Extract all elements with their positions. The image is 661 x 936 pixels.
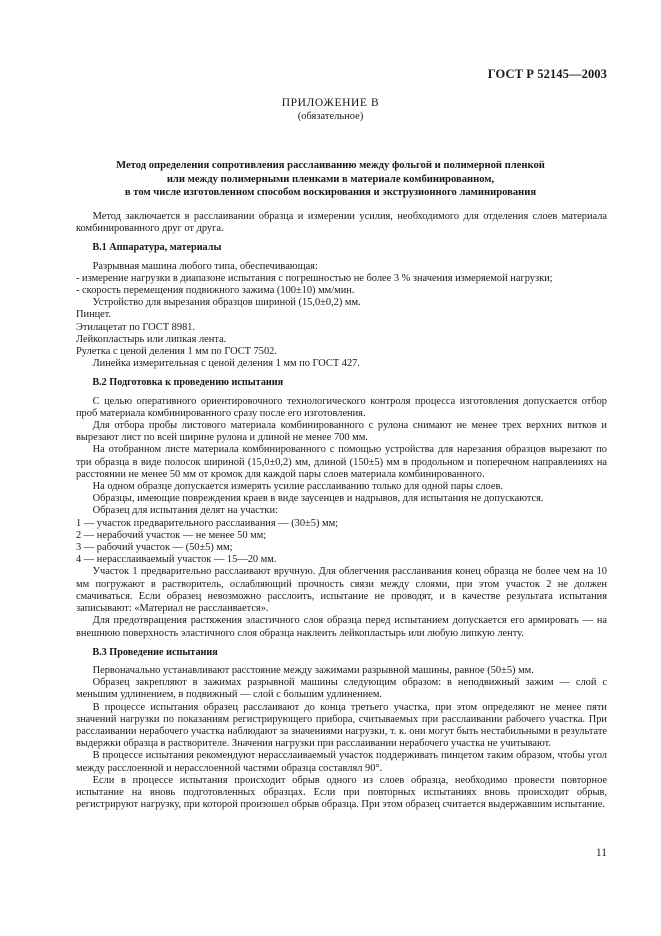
b3-paragraph: В процессе испытания образец расслаивают до конца третьего участка, при этом определяют не менее пяти значений нагрузки по показаниям регистрирующего прибора, считываемых при расслаивании рабочего участка. При расслаивании нерабочего участка наблюдают за значениями нагрузки, т. к. они могут быть нестабильными в результате выдержки образца в растворителе. Значения нагрузки при расслаивании нерабочего участка не учитывают. <box>76 701 607 750</box>
b1-line: Разрывная машина любого типа, обеспечивающая: <box>92 260 318 272</box>
b2-paragraph: С целью оперативного ориентировочного технологического контроля процесса изготовления допускается отбор проб материала комбинированного сразу после его изготовления. <box>76 395 607 419</box>
document-body <box>76 211 607 811</box>
b1-line: Пинцет. <box>76 309 112 321</box>
method-title-line: Метод определения сопротивления расслаиванию между фольгой и полимерной пленкой <box>116 160 545 171</box>
b1-line: Рулетка с ценой деления 1 мм по ГОСТ 7502. <box>76 346 277 358</box>
b3-paragraph: Образец закрепляют в зажимах разрывной машины следующим образом: в неподвижный зажим — слой с меньшим удлинением, в подвижный — слой с большим удлинением. <box>76 677 607 701</box>
b2-paragraph: Образцы, имеющие повреждения краев в виде заусенцев и надрывов, для испытания не допускаются. <box>92 493 544 505</box>
section-b2-title: В.2 Подготовка к проведению испытания <box>92 377 284 389</box>
b1-line: - скорость перемещения подвижного зажима (100±10) мм/мин. <box>76 285 355 297</box>
b2-paragraph: Для отбора пробы листового материала комбинированного с рулона снимают не менее трех верхних витков и вырезают лист по всей ширине рулона и длиной не менее 700 мм. <box>76 420 607 444</box>
b2-paragraph: Для предотвращения растяжения эластичного слоя образца перед испытанием допускается его армировать — на внешнюю поверхность эластичного слоя образца наклеить лейкопластырь или любую липкую ленту. <box>76 615 607 639</box>
b2-paragraph: На отобранном листе материала комбинированного с помощью устройства для нарезания образцов вырезают по три образца в виде полосок шириной (15,0±0,2) мм, длиной (150±5) мм в продольном и поперечном направлениях на расстоянии не менее 50 мм от кромок для каждой пары слоев материала комбинированного. <box>76 444 607 480</box>
b1-line: Этилацетат по ГОСТ 8981. <box>76 321 196 333</box>
b3-paragraph: Если в процессе испытания происходит обрыв одного из слоев образца, необходимо провести повторное испытание на вновь подготовленных образцах. Если при повторных испытаниях вновь происходит обрыв, регистрируют нагрузку, при которой произошел обрыв образца. При этом образец считается выдержавшим испытание. <box>76 774 607 811</box>
method-title-line: или между полимерными пленками в материале комбинированном, <box>166 173 495 185</box>
b2-paragraph: Участок 1 предварительно расслаивают вручную. Для облегчения расслаивания конец образца не более чем на 10 мм погружают в растворитель, ослабляющий прочность связи между слоями, при этом участок 2 не должен смачиваться. Если образец невозможно расслоить, испытание не проводят, и в качестве результата испытания записывают: «Материал не расслаивается». <box>76 566 607 615</box>
appendix-heading <box>0 97 661 123</box>
b2-paragraph: Образец для испытания делят на участки: <box>92 505 278 517</box>
page-number: 11 <box>595 847 607 859</box>
b2-list-item: 2 — нерабочий участок — не менее 50 мм; <box>76 529 267 541</box>
appendix-title: ПРИЛОЖЕНИЕ В <box>281 97 380 109</box>
b3-paragraph: Первоначально устанавливают расстояние между зажимами разрывной машины, равное (50±5) мм. <box>92 664 534 676</box>
standard-header: ГОСТ Р 52145—2003 <box>487 67 607 81</box>
b2-paragraph: На одном образце допускается измерять усилие расслаиванию только для одной пары слоев. <box>92 481 503 493</box>
b1-line: Устройство для вырезания образцов шириной (15,0±0,2) мм. <box>92 297 361 309</box>
method-title-line: в том числе изготовленном способом воскирования и экструзионного ламинирования <box>124 187 537 199</box>
method-title <box>40 159 621 200</box>
b2-list-item: 3 — рабочий участок — (50±5) мм; <box>76 542 233 554</box>
intro-paragraph: Метод заключается в расслаивании образца и измерении усилия, необходимого для отделения слоев материала комбинированного друг от друга. <box>76 211 607 235</box>
section-b3-title: В.3 Проведение испытания <box>92 646 218 658</box>
appendix-status: (обязательное) <box>297 111 364 122</box>
b2-list-item: 1 — участок предварительного расслаивания — (30±5) мм; <box>76 517 339 529</box>
b2-list-item: 4 — нерасслаиваемый участок — 15—20 мм. <box>76 554 277 566</box>
b1-line: Линейка измерительная с ценой деления 1 мм по ГОСТ 427. <box>92 358 360 370</box>
b1-line: Лейкопластырь или липкая лента. <box>76 333 227 345</box>
b3-paragraph: В процессе испытания рекомендуют нерасслаиваемый участок поддерживать пинцетом таким образом, чтобы угол между расслоенной и нерасслоенной частями образца составлял 90°. <box>76 750 607 774</box>
section-b1-title: В.1 Аппаратура, материалы <box>92 242 222 254</box>
b1-line: - измерение нагрузки в диапазоне испытания с погрешностью не более 3 % значения измеряемой нагрузки; <box>76 272 553 284</box>
